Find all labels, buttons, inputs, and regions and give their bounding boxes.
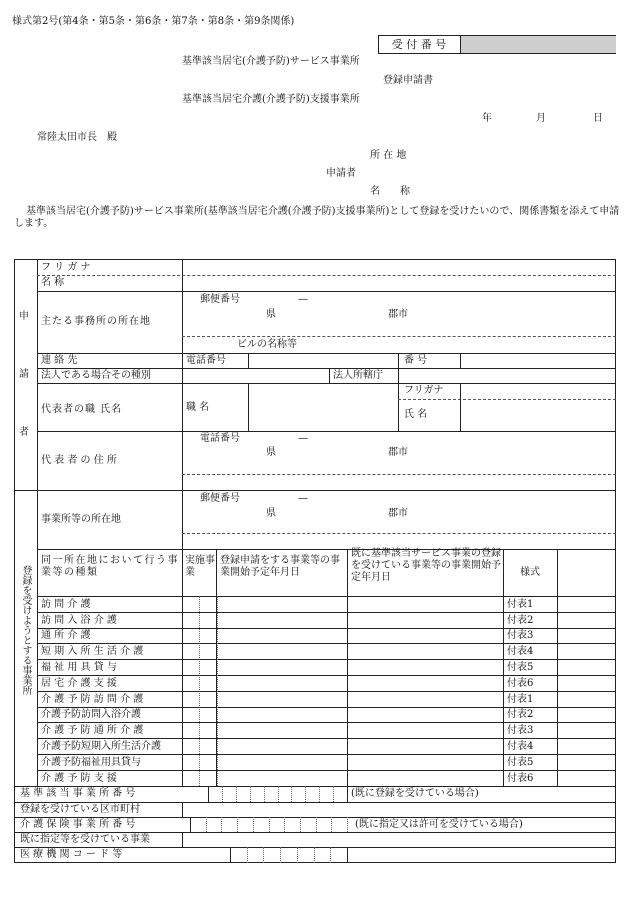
service-name: 介護予防短期入所生活介護 — [41, 740, 161, 752]
service-name: 訪 問 入 浴 介 護 — [41, 614, 117, 626]
title-line1: 基準該当居宅(介護予防)サービス事業所 — [182, 56, 360, 67]
furigana-label: フ リ ガ ナ — [41, 262, 91, 273]
service-existing-date-field[interactable] — [350, 661, 501, 674]
office-postal-dash: — — [298, 493, 308, 504]
building-name-label: ビルの名称等 — [237, 339, 297, 350]
corporate-type-field[interactable] — [186, 370, 326, 382]
service-start-date-field[interactable] — [219, 645, 345, 658]
applicant-side-char1: 申 — [19, 311, 29, 322]
addressee: 常陸太田市長 殿 — [37, 132, 117, 143]
service-name: 福 祉 用 具 貸 与 — [41, 661, 117, 673]
representative-furigana-field[interactable] — [462, 385, 612, 397]
service-existing-date-field[interactable] — [350, 772, 501, 785]
service-name: 介 護 予 防 訪 問 介 護 — [41, 693, 144, 705]
receipt-number-label: 受 付 番 号 — [391, 38, 447, 51]
service-existing-date-field[interactable] — [350, 614, 501, 627]
service-start-date-field[interactable] — [219, 598, 345, 611]
form-column-header: 様式 — [520, 566, 540, 578]
rep-district: 郡市 — [388, 447, 408, 458]
title-line2: 登録申請書 — [383, 75, 433, 86]
service-start-date-field[interactable] — [219, 740, 345, 753]
position-field[interactable] — [250, 386, 395, 428]
main-office-postal-label: 郵便番号 — [200, 294, 240, 305]
rep-prefecture: 県 — [266, 447, 276, 458]
corporate-authority-label: 法人所轄庁 — [333, 370, 383, 381]
office-postal-label: 郵便番号 — [200, 493, 240, 504]
services-column-header: 同一所在地において行う事業等の種類 — [41, 555, 179, 578]
start-date-column-header: 登録申請をする事業等の事業開始予定年月日 — [220, 555, 340, 578]
service-existing-date-field[interactable] — [350, 630, 501, 642]
applicant-name-field[interactable] — [186, 277, 611, 290]
applicant-label: 申請者 — [326, 168, 356, 179]
office-section-side-label: 登録を受けようとする事業所 — [20, 565, 31, 695]
medical-code-label: 医 療 機 関 コ ー ド 等 — [20, 849, 123, 860]
service-name: 介 護 予 防 通 所 介 護 — [41, 724, 144, 736]
office-district: 郡市 — [388, 508, 408, 519]
receipt-number-field[interactable] — [460, 36, 616, 53]
service-existing-date-field[interactable] — [350, 693, 501, 706]
service-start-date-field[interactable] — [219, 756, 345, 769]
service-existing-date-field[interactable] — [350, 709, 501, 721]
service-form-ref: 付表6 — [507, 772, 534, 784]
fax-field[interactable] — [462, 355, 612, 367]
service-form-ref: 付表1 — [507, 693, 534, 705]
service-name: 介護予防訪問入浴介護 — [41, 709, 141, 720]
service-form-ref: 付表4 — [507, 740, 534, 752]
service-form-ref: 付表5 — [507, 661, 534, 673]
implementation-column-header: 実施事業 — [185, 555, 215, 578]
designated-business-field[interactable] — [186, 834, 611, 846]
office-prefecture: 県 — [266, 508, 276, 519]
registered-municipality-field[interactable] — [186, 804, 611, 816]
service-name: 介 護 予 防 支 援 — [41, 772, 117, 784]
representative-address-field[interactable] — [186, 432, 611, 488]
main-office-address-field[interactable] — [186, 292, 611, 352]
title-line3: 基準該当居宅介護(介護予防)支援事業所 — [182, 94, 360, 105]
service-start-date-field[interactable] — [219, 693, 345, 706]
service-form-ref: 付表3 — [507, 630, 534, 641]
service-existing-date-field[interactable] — [350, 598, 501, 611]
service-form-ref: 付表2 — [507, 614, 534, 626]
service-form-ref: 付表5 — [507, 756, 534, 768]
standard-office-note: (既に登録を受けている場合) — [351, 788, 479, 799]
contact-label: 連 絡 先 — [41, 355, 78, 366]
service-name: 通 所 介 護 — [41, 630, 91, 641]
service-start-date-field[interactable] — [219, 630, 345, 642]
service-name: 訪 問 介 護 — [41, 598, 91, 610]
service-existing-date-field[interactable] — [350, 740, 501, 753]
phone-label: 電話番号 — [186, 355, 226, 366]
date-year: 年 — [482, 113, 492, 124]
service-form-ref: 付表2 — [507, 709, 534, 720]
standard-office-number-label: 基 準 該 当 事 業 所 番 号 — [20, 788, 136, 799]
phone-field[interactable] — [250, 355, 395, 367]
service-start-date-field[interactable] — [219, 724, 345, 737]
name-label: 名 称 — [41, 277, 65, 288]
corporate-type-label: 法人である場合その種別 — [41, 370, 151, 381]
applicant-name-label: 名 称 — [370, 186, 410, 197]
service-form-ref: 付表1 — [507, 598, 534, 610]
care-insurance-number-label: 介 護 保 険 事 業 所 番 号 — [20, 819, 136, 830]
service-existing-date-field[interactable] — [350, 724, 501, 737]
service-form-ref: 付表6 — [507, 677, 534, 689]
registered-municipality-label: 登録を受けている区市町村 — [20, 804, 140, 815]
service-name: 介護予防福祉用具貸与 — [41, 756, 141, 768]
date-day: 日 — [593, 113, 603, 124]
service-start-date-field[interactable] — [219, 677, 345, 690]
representative-furigana-label: フリガナ — [404, 385, 444, 396]
rep-phone-dash: — — [298, 433, 308, 444]
service-form-ref: 付表4 — [507, 645, 534, 657]
care-insurance-note: (既に指定又は許可を受けている場合) — [355, 819, 523, 830]
representative-address-label: 代 表 者 の 住 所 — [41, 455, 117, 466]
office-address-field[interactable] — [186, 491, 611, 547]
fax-label: 番 号 — [404, 355, 428, 366]
designated-business-label: 既に指定等を受けている事業 — [20, 834, 150, 845]
representative-name-label: 氏 名 — [404, 409, 428, 420]
intro-text: 基準該当居宅(介護予防)サービス事業所(基準該当居宅介護(介護予防)支援事業所)として登録を受けたいので、関係書類を添えて申請します。 — [14, 206, 620, 229]
rep-phone-label: 電話番号 — [200, 433, 240, 444]
corporate-authority-field[interactable] — [402, 370, 612, 382]
form-number: 様式第2号(第4条・第5条・第6条・第7条・第8条・第9条関係) — [12, 16, 295, 27]
service-start-date-field[interactable] — [219, 614, 345, 627]
service-existing-date-field[interactable] — [350, 645, 501, 658]
main-office-prefecture: 県 — [266, 309, 276, 320]
service-existing-date-field[interactable] — [350, 677, 501, 690]
service-start-date-field[interactable] — [219, 772, 345, 785]
representative-title-name-label: 代表者の職 氏名 — [41, 404, 123, 415]
service-form-ref: 付表3 — [507, 724, 534, 736]
service-existing-date-field[interactable] — [350, 756, 501, 769]
main-office-district: 郡市 — [388, 309, 408, 320]
service-name: 短 期 入 所 生 活 介 護 — [41, 645, 144, 657]
applicant-side-char3: 者 — [19, 427, 29, 438]
furigana-field[interactable] — [186, 263, 611, 275]
applicant-side-char2: 請 — [19, 369, 29, 380]
main-office-location-label: 主たる事務所の所在地 — [41, 316, 151, 327]
office-location-label: 事業所等の所在地 — [41, 514, 121, 525]
representative-name-field[interactable] — [462, 402, 612, 428]
position-label: 職 名 — [186, 402, 210, 413]
main-office-postal-dash: — — [298, 294, 308, 305]
service-start-date-field[interactable] — [219, 661, 345, 674]
applicant-location-label: 所 在 地 — [370, 150, 407, 161]
service-name: 居 宅 介 護 支 援 — [41, 677, 117, 689]
service-start-date-field[interactable] — [219, 709, 345, 721]
existing-registration-column-header: 既に基準該当サービス事業の登録を受けている事業等の事業開始予定年月日 — [351, 548, 501, 583]
date-month: 月 — [536, 113, 546, 124]
